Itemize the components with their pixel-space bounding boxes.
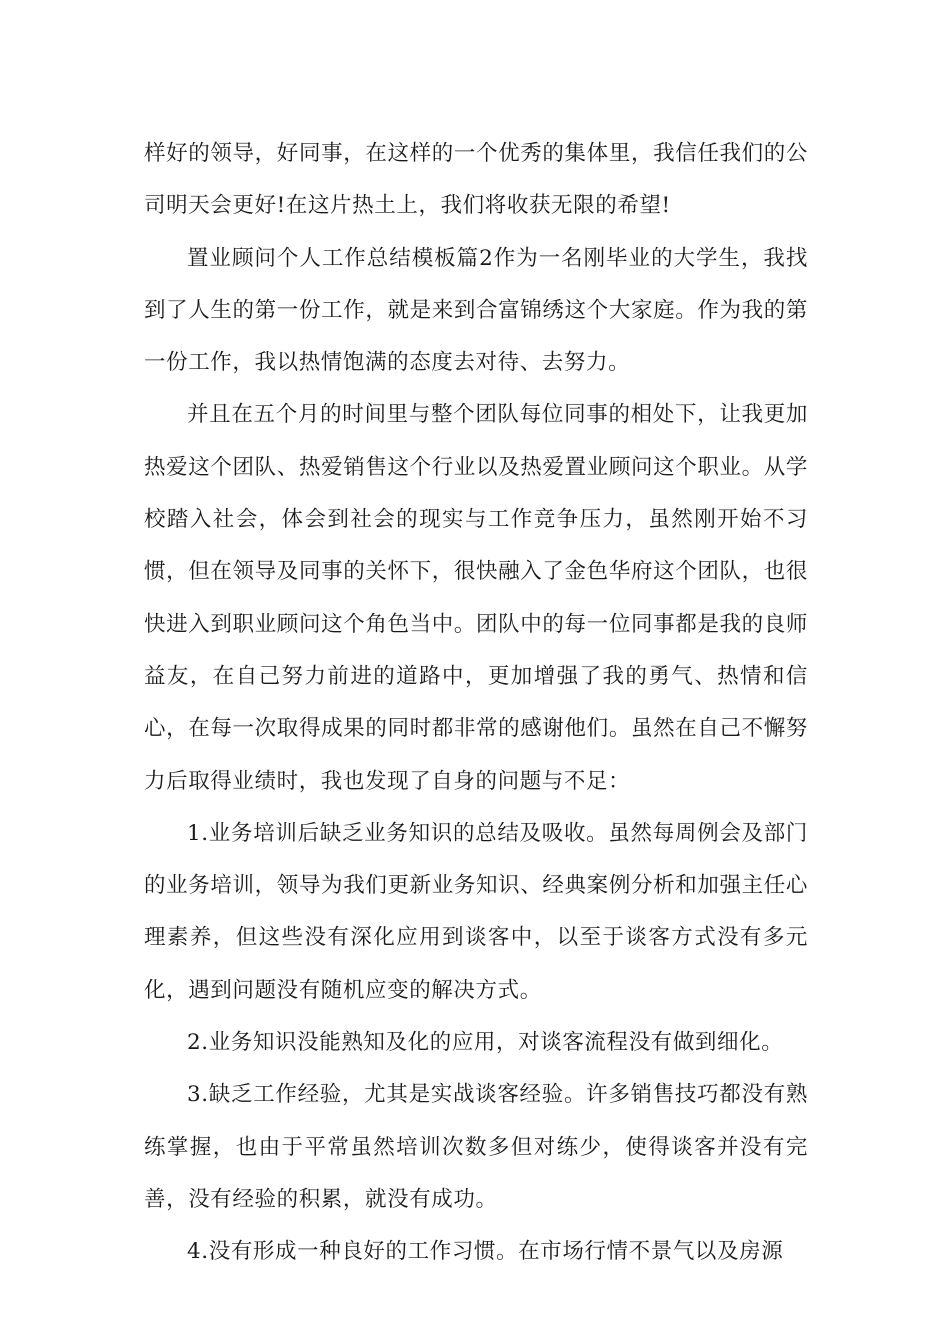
paragraph-5: 2.业务知识没能熟知及化的应用，对谈客流程没有做到细化。 bbox=[187, 1030, 784, 1056]
paragraph-7: 4.没有形成一种良好的工作习惯。在市场行情不景气以及房源 bbox=[187, 1239, 784, 1265]
document-body bbox=[144, 128, 808, 1279]
paragraph-4: 1.业务培训后缺乏业务知识的总结及吸收。虽然每周例会及部门的业务培训，领导为我们更新业务知识、经典案例分析和加强主任心理素养，但这些没有深化应用到谈客中，以至于谈客方式没有多元化，遇到问题没有随机应变的解决方式。 bbox=[144, 820, 808, 1003]
paragraph-2: 置业顾问个人工作总结模板篇2作为一名刚毕业的大学生，我找到了人生的第一份工作，就是来到合富锦绣这个大家庭。作为我的第一份工作，我以热情饱满的态度去对待、去努力。 bbox=[144, 245, 808, 376]
paragraph-3: 并且在五个月的时间里与整个团队每位同事的相处下，让我更加热爱这个团队、热爱销售这个行业以及热爱置业顾问这个职业。从学校踏入社会，体会到社会的现实与工作竞争压力，虽然刚开始不习惯，但在领导及同事的关怀下，很快融入了金色华府这个团队，也很快进入到职业顾问这个角色当中。团队中的每一位同事都是我的良师益友，在自己努力前进的道路中，更加增强了我的勇气、热情和信心，在每一次取得成果的同时都非常的感谢他们。虽然在自己不懈努力后取得业绩时，我也发现了自身的问题与不足： bbox=[144, 402, 808, 794]
paragraph-6: 3.缺乏工作经验，尤其是实战谈客经验。许多销售技巧都没有熟练掌握，也由于平常虽然培训次数多但对练少，使得谈客并没有完善，没有经验的积累，就没有成功。 bbox=[144, 1082, 808, 1212]
paragraph-1: 样好的领导，好同事，在这样的一个优秀的集体里，我信任我们的公司明天会更好!在这片热土上，我们将收获无限的希望! bbox=[144, 141, 808, 219]
